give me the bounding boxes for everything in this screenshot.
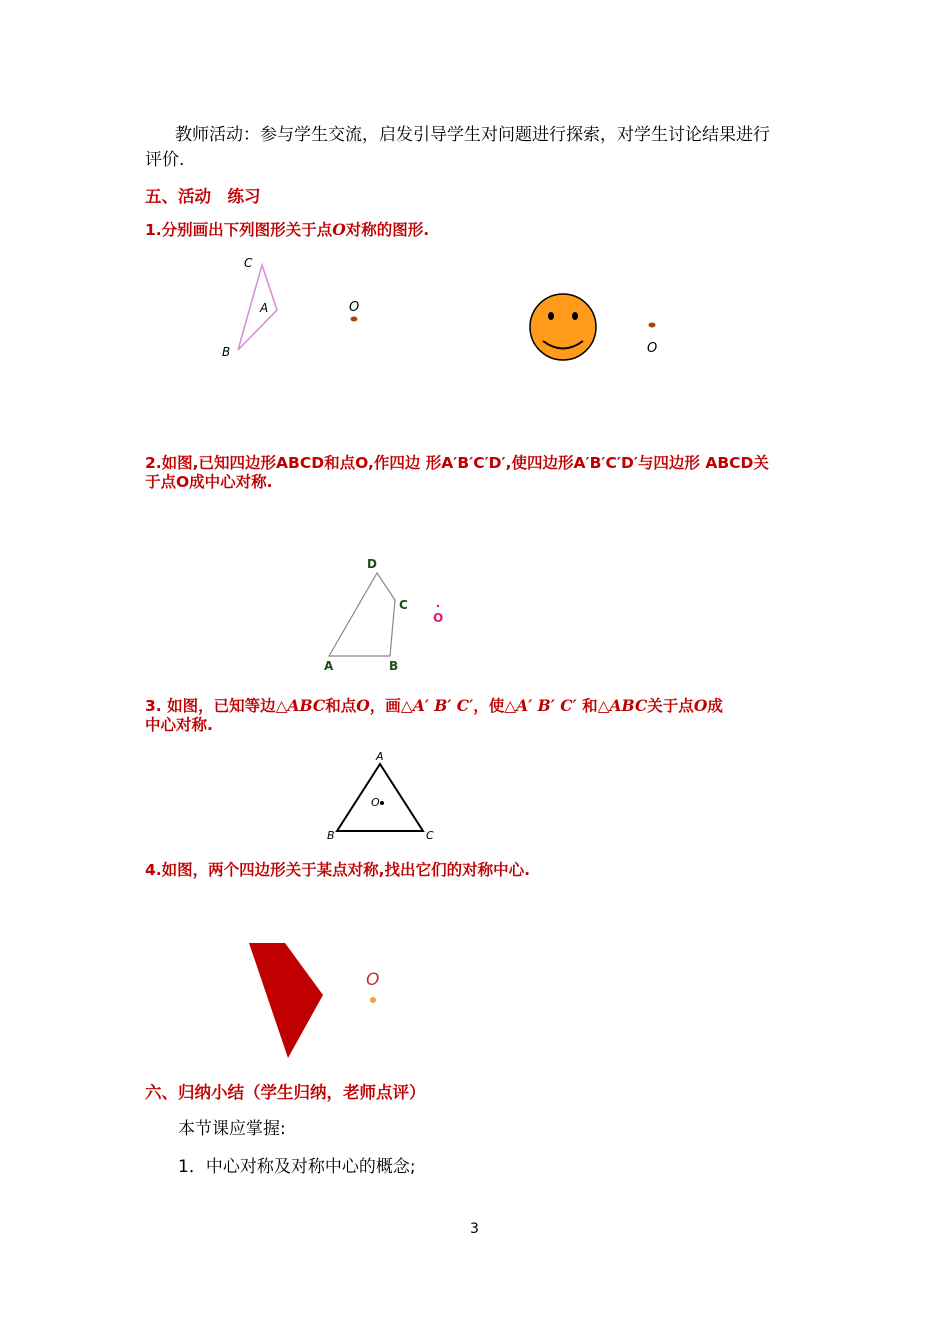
teacher-activity-line1: 教师活动：参与学生交流，启发引导学生对问题进行探索，对学生讨论结果进行 <box>175 125 770 145</box>
label-a: A <box>260 301 269 315</box>
point-o <box>380 801 384 805</box>
q3-text-5: 和△ <box>576 697 610 715</box>
label-b: B <box>327 829 335 842</box>
red-quadrilateral <box>249 943 323 1058</box>
summary-item-1: 1．中心对称及对称中心的概念; <box>178 1157 416 1177</box>
q3-o-1: O <box>356 696 370 715</box>
label-o1: O <box>349 300 360 315</box>
equilateral-triangle-abc <box>337 764 423 831</box>
label-b: B <box>222 345 231 359</box>
question-1-figures <box>200 250 700 380</box>
quadrilateral-abcd <box>329 573 395 656</box>
label-c: C <box>426 829 434 842</box>
question-1-prefix: 1.分别画出下列图形关于点 <box>145 221 333 239</box>
question-3-line1 <box>145 694 723 716</box>
label-o: O <box>371 796 380 809</box>
point-o2 <box>649 323 656 328</box>
question-1-point: O <box>332 220 346 239</box>
label-o: O <box>433 611 444 625</box>
point-o <box>437 605 439 607</box>
question-4-figure <box>240 935 400 1065</box>
label-d: D <box>367 557 377 571</box>
triangle-abc <box>238 265 277 350</box>
question-4-text: 4.如图，两个四边形关于某点对称,找出它们的对称中心. <box>145 861 530 879</box>
label-o: O <box>366 970 380 990</box>
label-a: A <box>376 750 384 763</box>
question-3-line2: 中心对称. <box>145 716 213 734</box>
teacher-activity-line2: 评价. <box>145 150 185 170</box>
summary-intro: 本节课应掌握: <box>178 1119 286 1139</box>
q3-o-2: O <box>693 696 708 715</box>
question-2-figure <box>310 550 470 675</box>
q3-text-3: ，画△ <box>369 697 413 715</box>
question-2-line1: 2.如图,已知四边形ABCD和点O,作四边 形A′B′C′D′,使四边形A′B′C′D′与四边形 ABCD关 <box>145 454 769 472</box>
label-c: C <box>244 256 253 270</box>
section-6-heading: 六、归纳小结（学生归纳，老师点评） <box>145 1083 426 1102</box>
q3-text-4: ，使△ <box>473 697 517 715</box>
q3-prime-2: A′ B′ C′ <box>516 696 577 715</box>
smiley-face <box>530 294 596 360</box>
q3-text-1: 3. 如图，已知等边△ <box>145 697 288 715</box>
page-number: 3 <box>470 1221 479 1237</box>
point-o1 <box>351 317 358 322</box>
label-b: B <box>389 659 399 673</box>
q3-prime-1: A′ B′ C′ <box>412 696 474 715</box>
question-3-figure <box>320 745 450 845</box>
q3-abc-1: ABC <box>287 696 326 715</box>
question-1-text <box>145 218 429 240</box>
q3-text-6: 关于点 <box>647 697 694 715</box>
q3-text-2: 和点 <box>325 697 357 715</box>
q3-abc-2: ABC <box>609 696 648 715</box>
section-5-heading: 五、活动 练习 <box>145 187 261 206</box>
question-2-line2: 于点O成中心对称. <box>145 473 273 491</box>
label-a: A <box>324 659 334 673</box>
label-o2: O <box>647 341 658 356</box>
point-o <box>370 997 376 1003</box>
label-c: C <box>399 598 408 612</box>
q3-text-7: 成 <box>707 697 723 715</box>
question-1-suffix: 对称的图形. <box>345 221 430 239</box>
